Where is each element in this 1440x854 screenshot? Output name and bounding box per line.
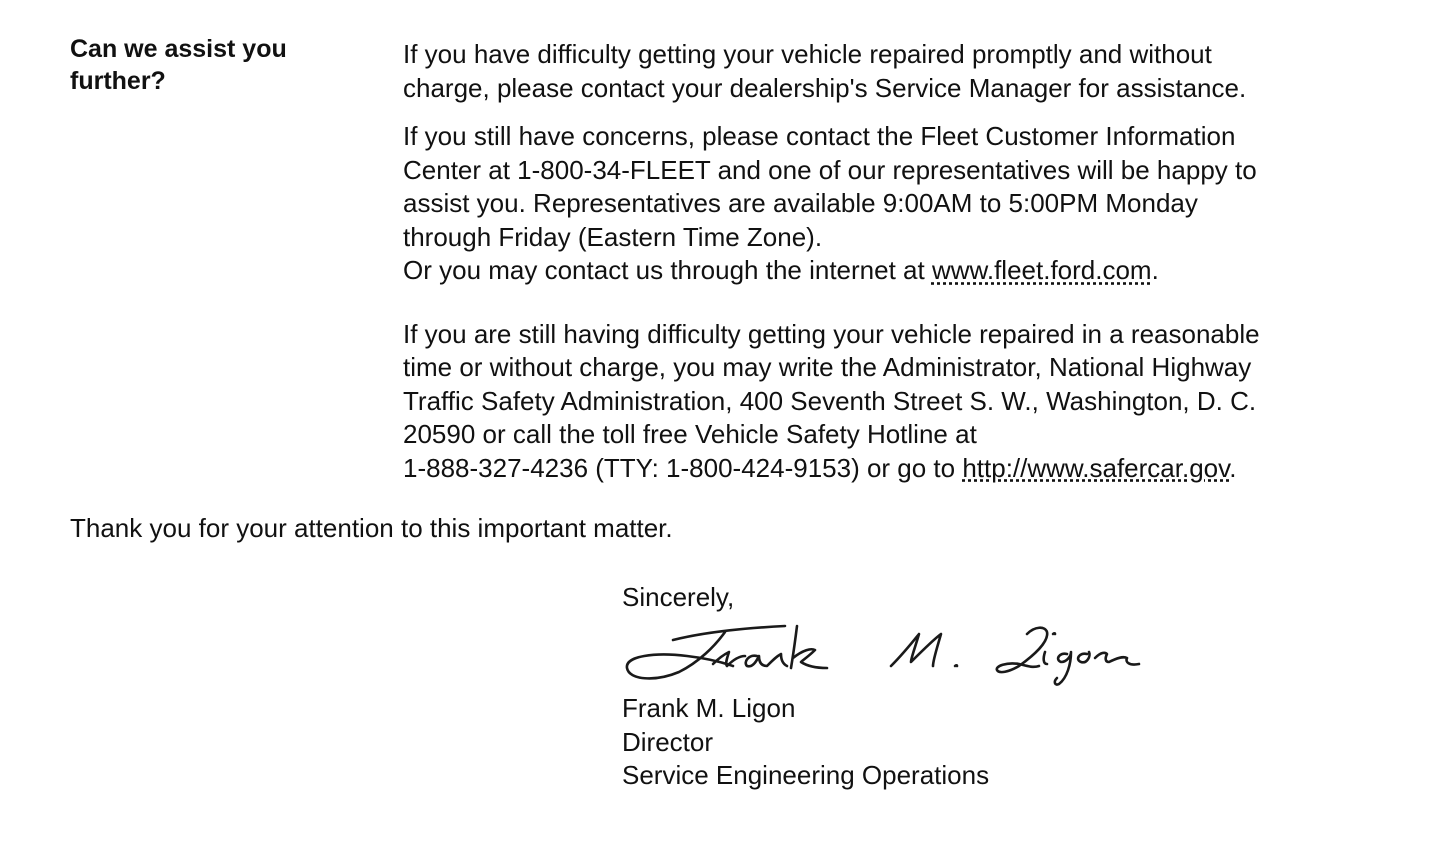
paragraph-line: If you have difficulty getting your vehicle repaired promptly and without xyxy=(403,39,1212,69)
paragraph-line: Center at 1-800-34-FLEET and one of our representatives will be happy to xyxy=(403,154,1257,185)
handwritten-signature xyxy=(615,622,1155,694)
signer-block xyxy=(622,692,989,793)
paragraph-line: assist you. Representatives are available 9:00AM to 5:00PM Monday xyxy=(403,188,1198,218)
hotline-prefix: 1-888-327-4236 (TTY: 1-800-424-9153) or go to xyxy=(403,452,963,483)
assist-heading-line-2: further? xyxy=(70,67,166,95)
closing-salutation: Sincerely, xyxy=(622,582,735,612)
signer-department: Service Engineering Operations xyxy=(622,760,990,790)
paragraph-line: charge, please contact your dealership's Service Manager for assistance. xyxy=(403,72,1247,103)
assist-body xyxy=(403,38,1413,485)
paragraph-line: Traffic Safety Administration, 400 Seventh Street S. W., Washington, D. C. xyxy=(403,385,1257,416)
paragraph-line: time or without charge, you may write the Administrator, National Highway xyxy=(403,352,1252,382)
fleet-ford-link[interactable]: www.fleet.ford.com xyxy=(931,255,1152,285)
assist-heading xyxy=(70,33,370,97)
dealership-paragraph xyxy=(403,38,1413,105)
paragraph-line: through Friday (Eastern Time Zone). xyxy=(403,221,823,252)
paragraph-line: 20590 or call the toll free Vehicle Safety Hotline at xyxy=(403,419,977,449)
thank-you-line: Thank you for your attention to this important matter. xyxy=(70,513,673,543)
fleet-center-paragraph xyxy=(403,120,1413,288)
paragraph-line: If you still have concerns, please contact the Fleet Customer Information xyxy=(403,121,1236,151)
hotline-suffix: . xyxy=(1229,452,1237,483)
internet-contact-prefix: Or you may contact us through the internet at xyxy=(403,255,932,285)
hotline-line xyxy=(403,452,1413,486)
signer-title: Director xyxy=(622,726,714,757)
assist-heading-line-1: Can we assist you xyxy=(70,35,287,63)
safercar-link[interactable]: http://www.safercar.gov xyxy=(962,452,1230,483)
paragraph-line: If you are still having difficulty getting your vehicle repaired in a reasonable xyxy=(403,318,1260,349)
signer-name: Frank M. Ligon xyxy=(622,693,796,723)
nhtsa-paragraph xyxy=(403,318,1413,486)
internet-contact-suffix: . xyxy=(1151,255,1159,285)
internet-contact-line xyxy=(403,254,1413,288)
